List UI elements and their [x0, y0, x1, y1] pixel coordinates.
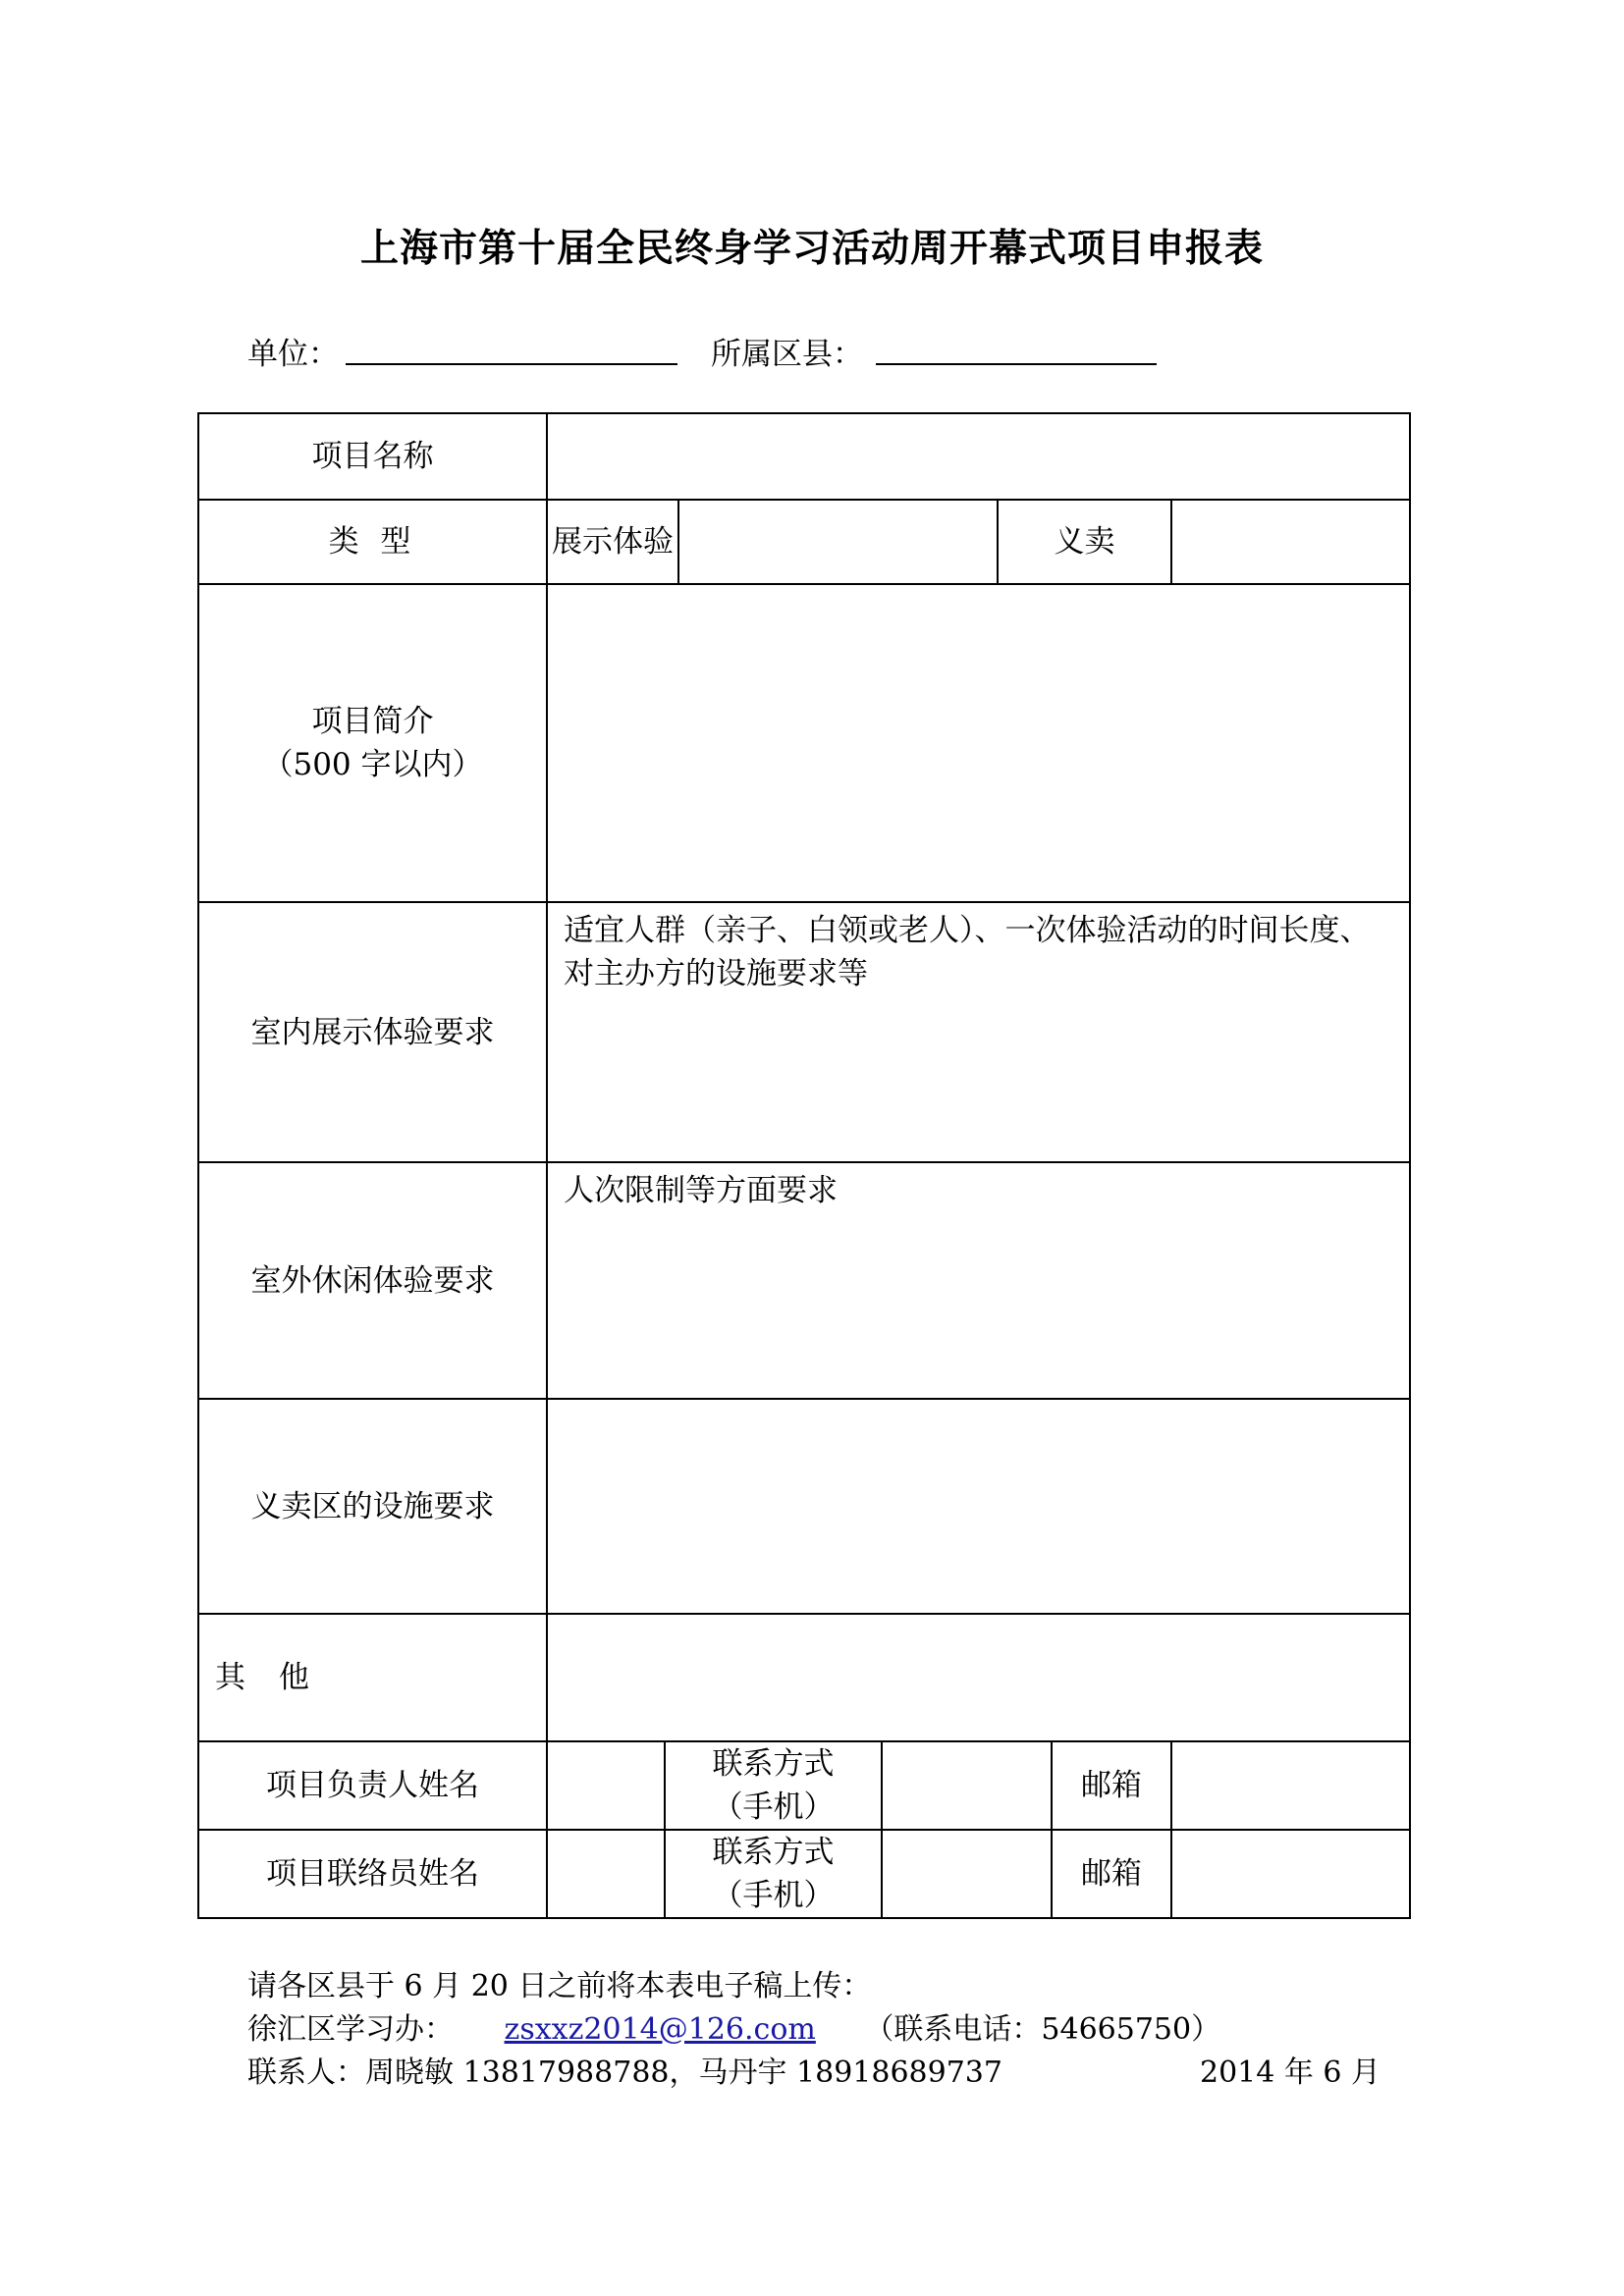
indoor-field[interactable]: 适宜人群（亲子、白领或老人）、一次体验活动的时间长度、对主办方的设施要求等	[547, 902, 1410, 1162]
indoor-label: 室内展示体验要求	[198, 902, 547, 1162]
leader-name-label: 项目负责人姓名	[198, 1741, 547, 1830]
type-charity-label: 义卖	[998, 500, 1171, 584]
footer-date: 2014 年 6 月	[1200, 2056, 1381, 2090]
intro-label	[198, 584, 547, 902]
row-indoor	[198, 902, 1410, 1162]
other-label: 其 他	[198, 1614, 547, 1741]
leader-email-field[interactable]	[1171, 1741, 1410, 1830]
liaison-email-field[interactable]	[1171, 1830, 1410, 1918]
charity-field[interactable]	[547, 1399, 1410, 1614]
footer-email-link[interactable]: zsxxz2014@126.com	[504, 2012, 816, 2047]
leader-contact-line2: （手机）	[712, 1789, 835, 1825]
liaison-contact-line2: （手机）	[712, 1878, 835, 1913]
footer-instruction: 请各区县于 6 月 20 日之前将本表电子稿上传：	[247, 1969, 872, 2003]
leader-phone-field[interactable]	[882, 1741, 1052, 1830]
liaison-email-label: 邮箱	[1052, 1830, 1171, 1918]
row-charity	[198, 1399, 1410, 1614]
footer-phone: （联系电话：54665750）	[864, 2012, 1221, 2047]
outdoor-field[interactable]: 人次限制等方面要求	[547, 1162, 1410, 1399]
footer-office-label: 徐汇区学习办：	[247, 2012, 454, 2047]
row-other	[198, 1614, 1410, 1741]
district-label: 所属区县：	[711, 337, 863, 372]
footer-contacts: 联系人：周晓敏 13817988788，马丹宇 18918689737	[247, 2056, 1002, 2090]
leader-email-label: 邮箱	[1052, 1741, 1171, 1830]
type-exhibition-label: 展示体验	[547, 500, 678, 584]
row-type	[198, 500, 1410, 584]
leader-contact-line1: 联系方式	[712, 1746, 835, 1782]
other-field[interactable]	[547, 1614, 1410, 1741]
intro-label-line1: 项目简介	[311, 704, 434, 739]
intro-field[interactable]	[547, 584, 1410, 902]
page-title: 上海市第十届全民终身学习活动周开幕式项目申报表	[359, 227, 1264, 271]
footer-office-line	[247, 2004, 1220, 2048]
intro-label-line2: （500 字以内）	[262, 747, 483, 782]
row-outdoor	[198, 1162, 1410, 1399]
type-exhibition-field[interactable]	[678, 500, 998, 584]
row-leader	[198, 1741, 1410, 1830]
liaison-contact-label	[665, 1830, 882, 1918]
liaison-contact-line1: 联系方式	[712, 1835, 835, 1870]
application-form-table	[197, 412, 1411, 1919]
liaison-name-label: 项目联络员姓名	[198, 1830, 547, 1918]
charity-label: 义卖区的设施要求	[198, 1399, 547, 1614]
leader-contact-label	[665, 1741, 882, 1830]
project-name-label: 项目名称	[198, 413, 547, 500]
leader-name-field[interactable]	[547, 1741, 665, 1830]
district-field[interactable]	[876, 363, 1157, 365]
row-intro	[198, 584, 1410, 902]
project-name-field[interactable]	[547, 413, 1410, 500]
liaison-name-field[interactable]	[547, 1830, 665, 1918]
unit-field[interactable]	[346, 363, 677, 365]
type-label: 类 型	[198, 500, 547, 584]
outdoor-label: 室外休闲体验要求	[198, 1162, 547, 1399]
row-project-name	[198, 413, 1410, 500]
type-charity-field[interactable]	[1171, 500, 1410, 584]
unit-label: 单位：	[247, 337, 339, 372]
liaison-phone-field[interactable]	[882, 1830, 1052, 1918]
row-liaison	[198, 1830, 1410, 1918]
